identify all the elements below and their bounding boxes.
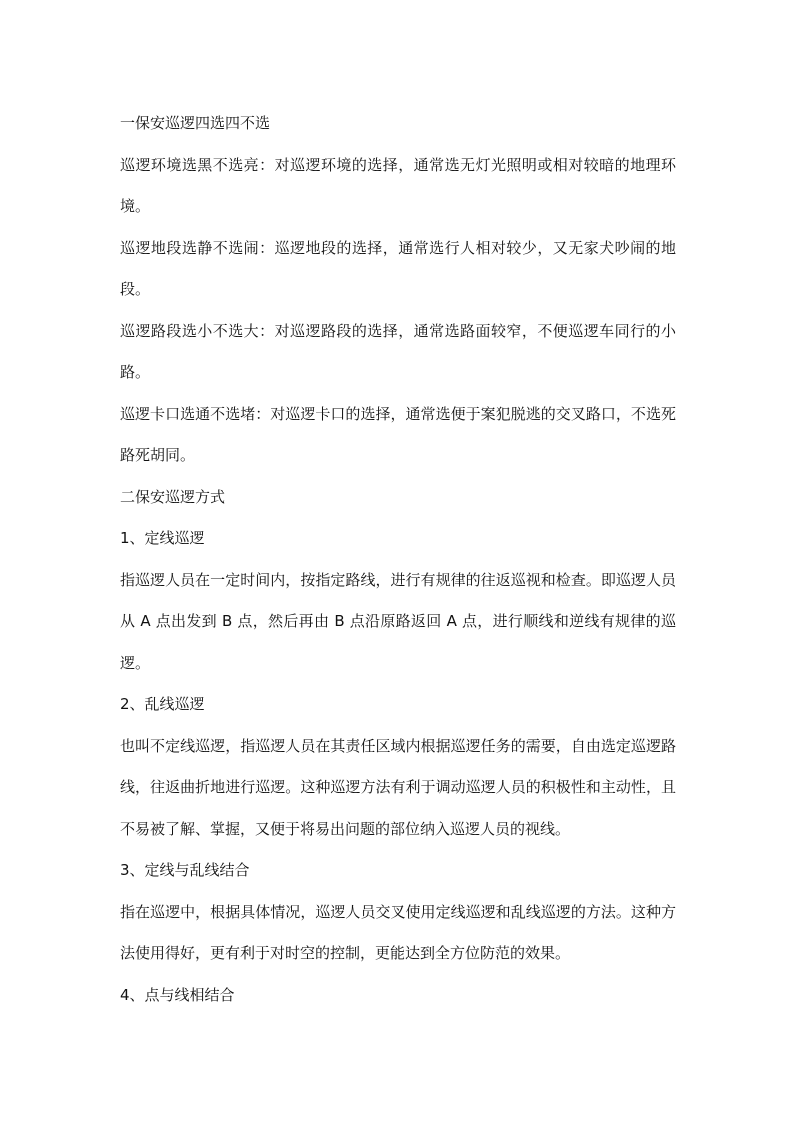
- paragraph-random-route: 也叫不定线巡逻，指巡逻人员在其责任区域内根据巡逻任务的需要，自由选定巡逻路线，往返曲折地进行巡逻。这种巡逻方法有利于调动巡逻人员的积极性和主动性，且不易被了解、掌握，又便于将易出问题的部位纳入巡逻人员的视线。: [120, 736, 676, 838]
- subheading-fixed-route: 1、定线巡逻: [120, 529, 205, 547]
- paragraph-fixed-route: 指巡逻人员在一定时间内，按指定路线，进行有规律的往返巡视和检查。即巡逻人员从 A 点出发到 B 点，然后再由 B 点沿原路返回 A 点，进行顺线和逆线有规律的巡逻。: [120, 570, 676, 672]
- section-heading-patrol-methods: 二保安巡逻方式: [120, 487, 226, 506]
- subheading-random-route: 2、乱线巡逻: [120, 695, 205, 713]
- paragraph-environment: 巡逻环境选黑不选亮：对巡逻环境的选择，通常选无灯光照明或相对较暗的地理环境。: [120, 155, 676, 215]
- section-heading-patrol-rules: 一保安巡逻四选四不选: [120, 114, 271, 132]
- document-body: [120, 103, 676, 1016]
- subheading-combined-route: 3、定线与乱线结合: [120, 861, 250, 879]
- paragraph-combined-route: 指在巡逻中，根据具体情况，巡逻人员交叉使用定线巡逻和乱线巡逻的方法。这种方法使用得好，更有利于对时空的控制，更能达到全方位防范的效果。: [120, 902, 676, 962]
- paragraph-checkpoint: 巡逻卡口选通不选堵：对巡逻卡口的选择，通常选便于案犯脱逃的交叉路口，不选死路死胡同。: [120, 404, 676, 464]
- paragraph-road: 巡逻路段选小不选大：对巡逻路段的选择，通常选路面较窄，不便巡逻车同行的小路。: [120, 321, 676, 381]
- subheading-point-line: 4、点与线相结合: [120, 985, 235, 1004]
- paragraph-area: 巡逻地段选静不选闹：巡逻地段的选择，通常选行人相对较少，又无家犬吵闹的地段。: [120, 238, 676, 298]
